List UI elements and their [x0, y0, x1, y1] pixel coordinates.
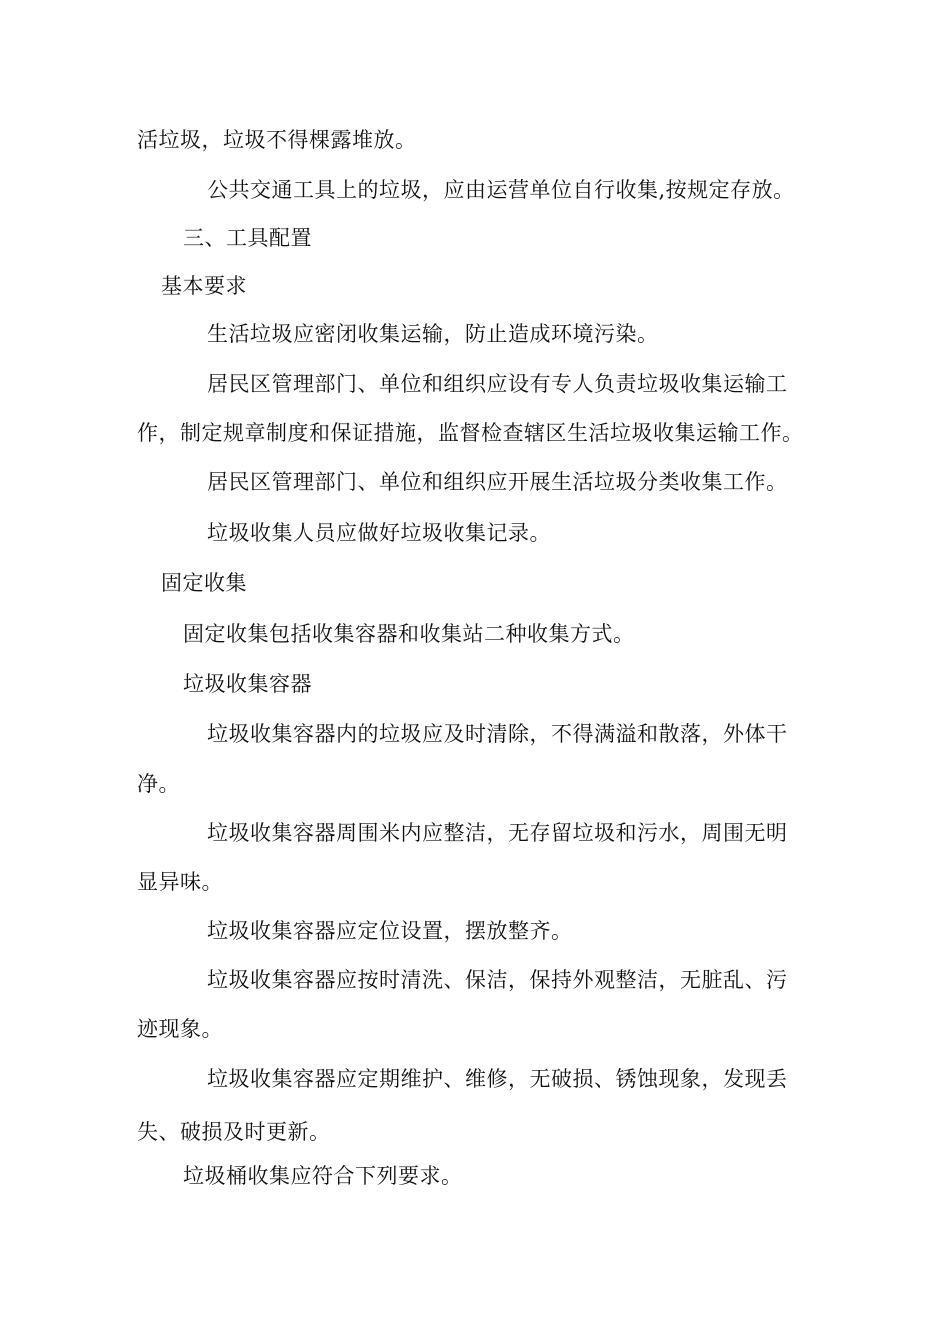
- text-line: 净。: [137, 772, 180, 796]
- text-line: 垃圾收集容器应按时清洗、保洁，保持外观整洁，无脏乱、污: [207, 968, 788, 992]
- text-line: 活垃圾，垃圾不得棵露堆放。: [137, 128, 417, 152]
- text-line: 垃圾收集容器应定期维护、维修，无破损、锈蚀现象，发现丢: [207, 1067, 788, 1091]
- text-line: 垃圾桶收集应符合下列要求。: [183, 1164, 463, 1188]
- text-line: 作，制定规章制度和保证措施，监督检查辖区生活垃圾收集运输工作。: [137, 421, 804, 445]
- subsection-heading: 基本要求: [161, 274, 247, 298]
- text-line: 居民区管理部门、单位和组织应开展生活垃圾分类收集工作。: [207, 470, 788, 494]
- subsection-heading: 垃圾收集容器: [183, 672, 312, 696]
- section-heading: 三、工具配置: [183, 226, 312, 250]
- text-line: 固定收集包括收集容器和收集站二种收集方式。: [183, 622, 635, 646]
- text-line: 垃圾收集容器应定位设置，摆放整齐。: [207, 919, 573, 943]
- subsection-heading: 固定收集: [161, 571, 247, 595]
- text-line: 失、破损及时更新。: [137, 1120, 331, 1144]
- text-line: 迹现象。: [137, 1017, 223, 1041]
- text-line: 生活垃圾应密闭收集运输，防止造成环境污染。: [207, 322, 659, 346]
- text-line: 居民区管理部门、单位和组织应设有专人负责垃圾收集运输工: [207, 372, 788, 396]
- text-line: 垃圾收集人员应做好垃圾收集记录。: [207, 521, 551, 545]
- text-line: 垃圾收集容器内的垃圾应及时清除，不得满溢和散落，外体干: [207, 722, 788, 746]
- text-line: 公共交通工具上的垃圾，应由运营单位自行收集,按规定存放。: [207, 178, 795, 202]
- text-line: 垃圾收集容器周围米内应整洁，无存留垃圾和污水，周围无明: [207, 821, 788, 845]
- text-line: 显异味。: [137, 870, 223, 894]
